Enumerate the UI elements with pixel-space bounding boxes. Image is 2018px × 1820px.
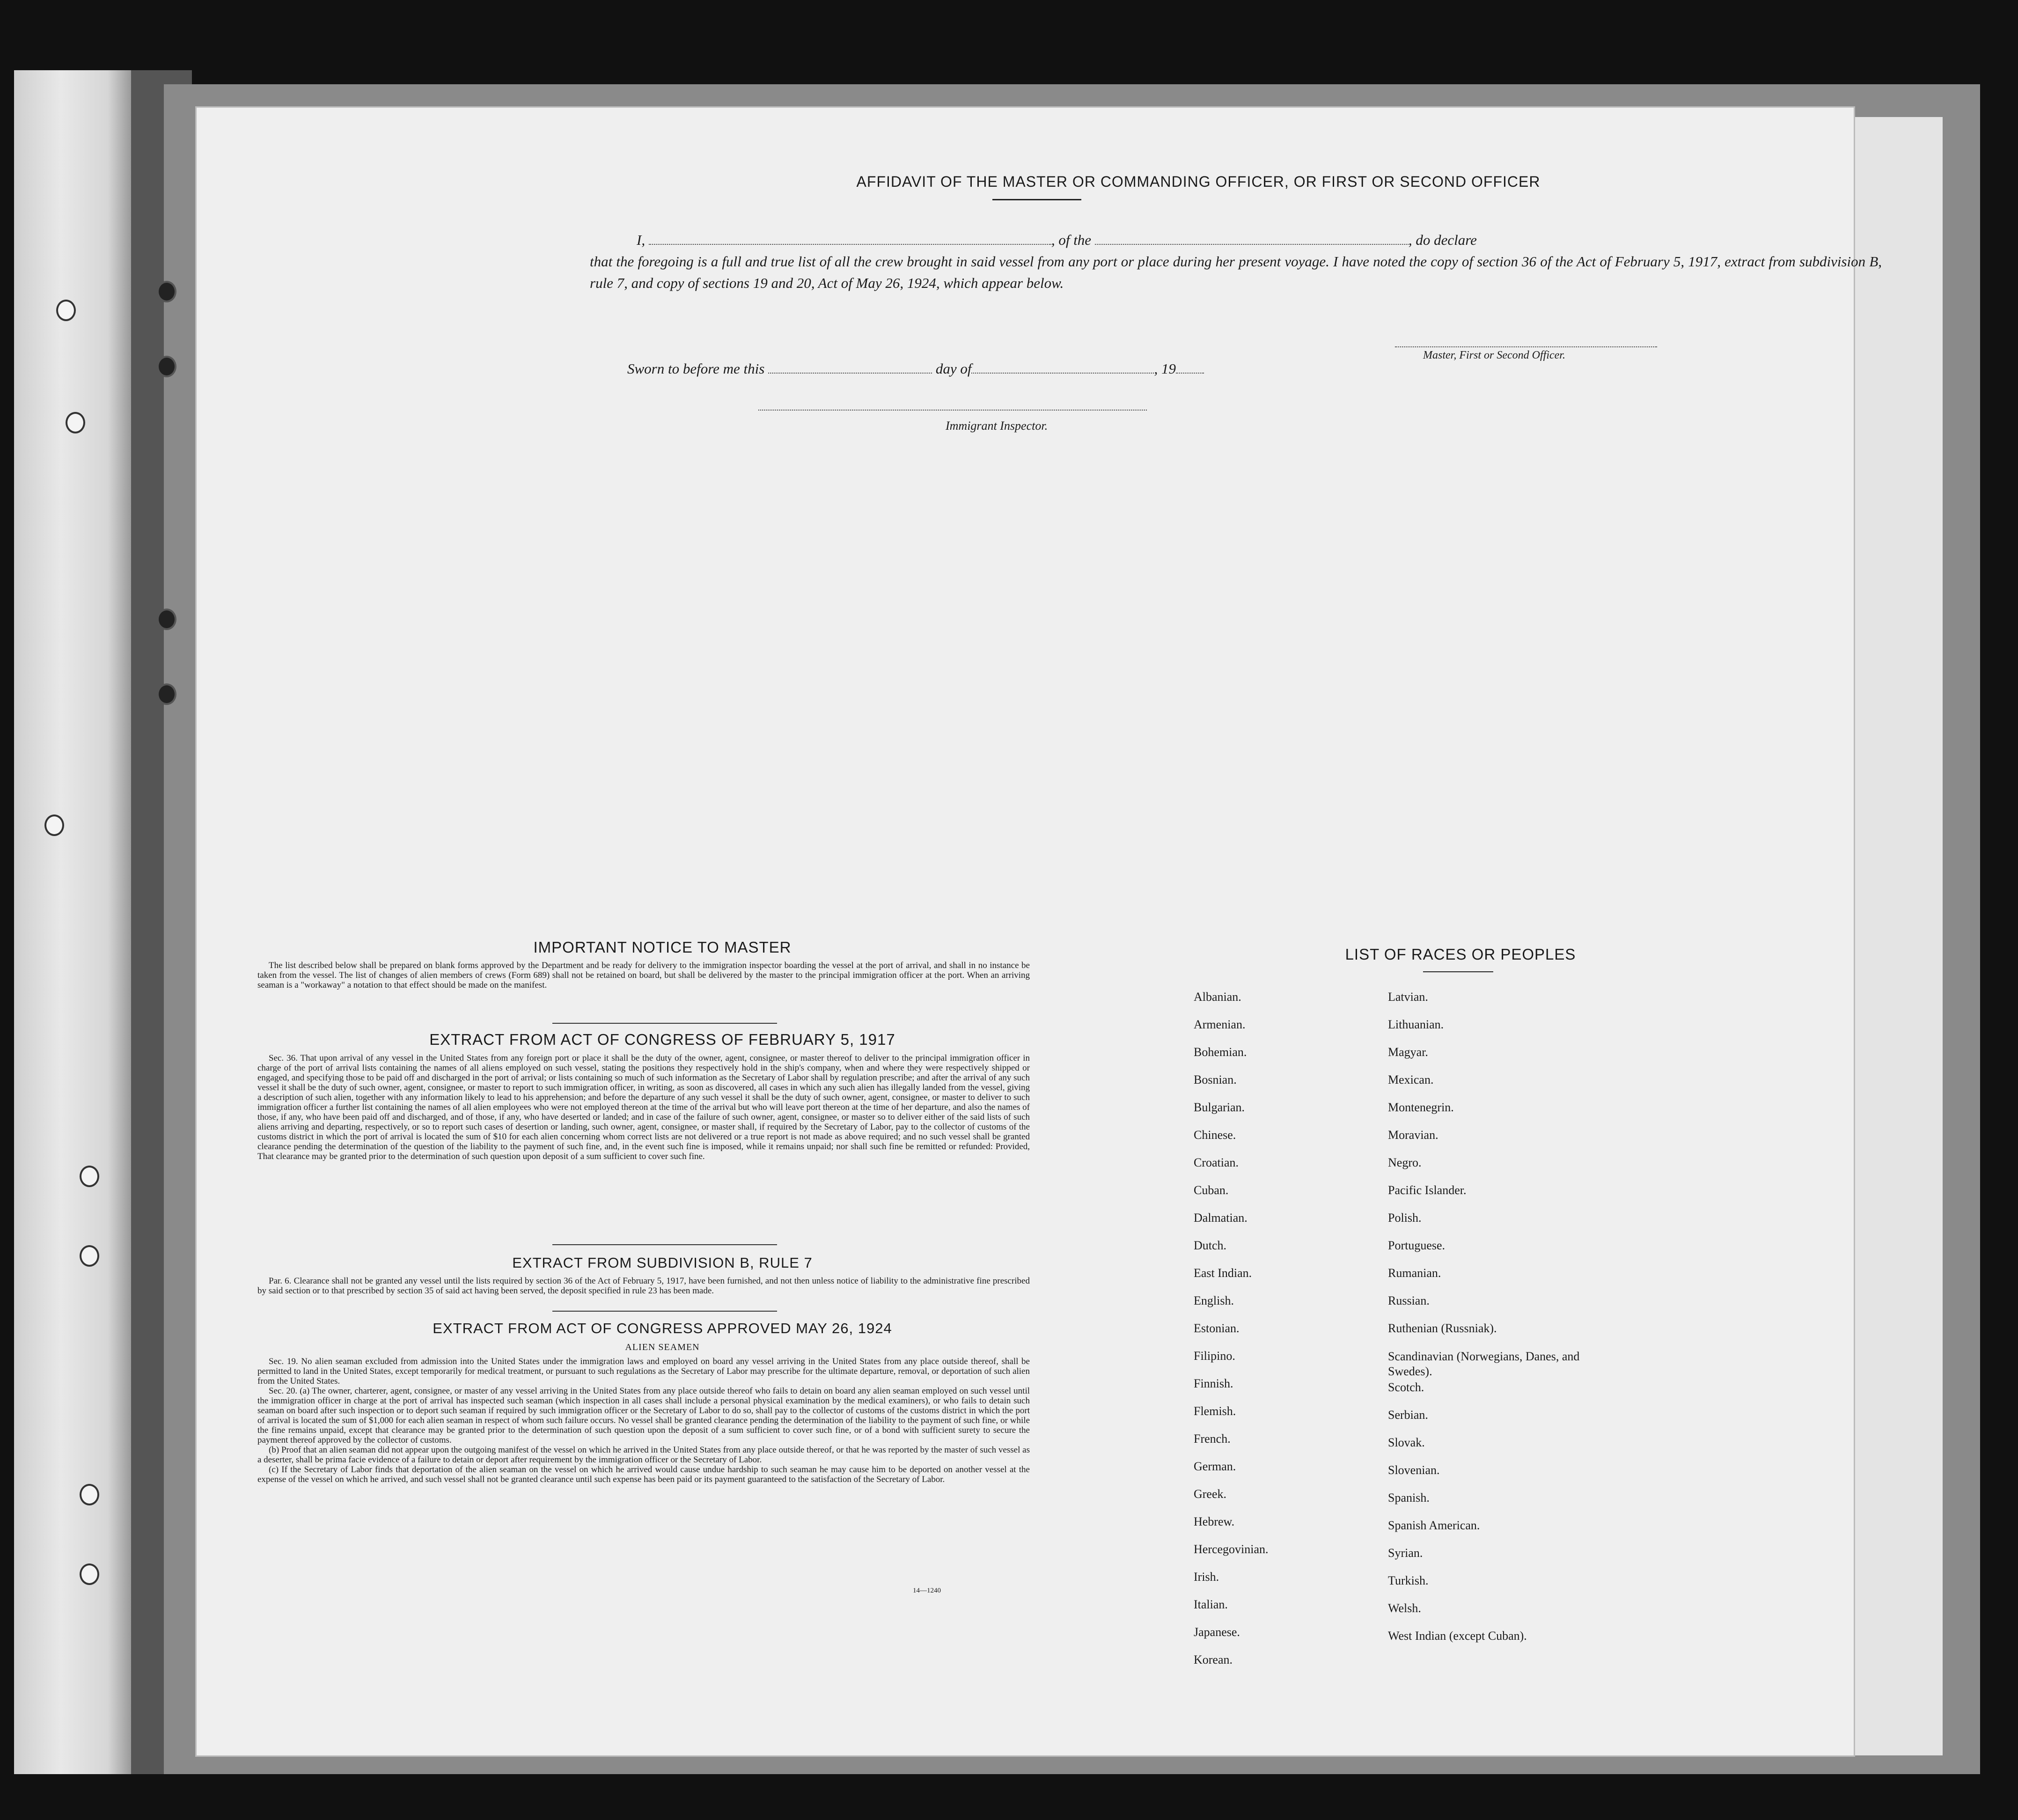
- race-item: Negro.: [1388, 1156, 1422, 1169]
- extract-1917-paragraph: Sec. 36. That upon arrival of any vessel in the United States from any foreign port or place it shall be the duty of the owner, agent, consignee, or master thereof to deliver to the principal immigration officer in charge of the port of arrival lists containing the names of all aliens employed on such vessel, stating the positions they respectively hold in the ship's company, when and where they were respectively shipped or engaged, and specifying those to be paid off and discharged in the port of arrival; or lists containing so much of such information as the Secretary of Labor shall by regulation prescribe; and after the arrival of any such vessel it shall be the duty of such owner, agent, consignee, or master to report to such immigration officer, in writing, as soon as discovered, all cases in which any such alien has illegally landed from the vessel, giving a description of such alien, together with any information likely to lead to his apprehension; and before the departure of any such vessel it shall be the duty of such owner, agent, consignee, or master to deliver to such immigration officer a further list containing the names of all alien employees who were not employed thereon at the time of the arrival but who will leave port thereon at the time of her departure, and also the names of those, if any, who have been paid off and discharged, and of those, if any, who have deserted or landed; and in case of the failure of such owner, agent, consignee, or master so to deliver either of the said lists of such aliens arriving and departing, respectively, or so to report such cases of desertion or landing, such owner, agent, consignee, or master shall, if required by the Secretary of Labor, pay to the collector of customs of the customs district in which the port of arrival is located the sum of $10 for each alien concerning whom correct lists are not delivered or a true report is not made as above required; and no such vessel shall be granted clearance pending the determination of the question of the liability to the payment of such fine, and, in the event such fine is imposed, while it remains unpaid; nor shall such fine be remitted or refunded: Provided, That clearance may be granted prior to the determination of such question upon deposit of a sum sufficient to cover such fine.: [257, 1053, 1030, 1161]
- race-item: Korean.: [1194, 1653, 1233, 1666]
- race-item: Cuban.: [1194, 1183, 1229, 1197]
- day-blank[interactable]: [768, 362, 932, 374]
- notice-text: [257, 961, 1030, 990]
- rule7-paragraph: Par. 6. Clearance shall not be granted any vessel until the lists required by section 36 of the Act of February 5, 1917, have been furnished, and not then unless notice of liability to the administrative fine prescribed by said section or to that prescribed by section 35 of said act having been served, the deposit specified in rule 23 has been made.: [257, 1276, 1030, 1296]
- race-item: Magyar.: [1388, 1045, 1428, 1059]
- extract-1917-text: [257, 1053, 1030, 1161]
- separator: [552, 1244, 777, 1245]
- separator: [552, 1311, 777, 1312]
- notice-title: IMPORTANT NOTICE TO MASTER: [533, 939, 792, 956]
- race-item: Turkish.: [1388, 1574, 1429, 1587]
- race-item: Armenian.: [1194, 1018, 1246, 1031]
- binder-hole: [157, 281, 176, 302]
- binder-hole: [157, 609, 176, 630]
- race-item: Filipino.: [1194, 1349, 1235, 1363]
- binder-hole: [80, 1484, 99, 1505]
- sec20c-paragraph: (c) If the Secretary of Labor finds that deportation of the alien seaman on the vessel on which he arrived would cause undue hardship to such seaman he may cause him to be deported on another vessel at the expense of the vessel on which he arrived, and such vessel shall not be granted clearance until such expense has been paid or its payment guaranteed to the satisfaction of the Secretary of Labor.: [257, 1465, 1030, 1484]
- race-item: Albanian.: [1194, 990, 1241, 1004]
- race-item: German.: [1194, 1460, 1236, 1473]
- affidavit-title: AFFIDAVIT OF THE MASTER OR COMMANDING OFFICER, OR FIRST OR SECOND OFFICER: [856, 173, 1541, 190]
- title-rule: [992, 199, 1081, 200]
- race-item: Finnish.: [1194, 1377, 1233, 1390]
- inspector-signature-line[interactable]: [758, 410, 1147, 411]
- race-item: Estonian.: [1194, 1321, 1240, 1335]
- race-item: Dutch.: [1194, 1239, 1227, 1252]
- races-rule: [1423, 971, 1493, 972]
- race-item: Bosnian.: [1194, 1073, 1237, 1086]
- race-item: East Indian.: [1194, 1266, 1252, 1280]
- name-blank[interactable]: [649, 234, 1051, 245]
- sworn-day: day of: [935, 360, 972, 377]
- form-number: 14—1240: [913, 1587, 941, 1594]
- race-item: Portuguese.: [1388, 1239, 1446, 1252]
- inspector-label: Immigrant Inspector.: [946, 419, 1048, 433]
- vessel-blank[interactable]: [1095, 234, 1409, 245]
- race-item: French.: [1194, 1432, 1231, 1446]
- notice-paragraph: The list described below shall be prepared on blank forms approved by the Department and be ready for delivery to the immigration inspector boarding the vessel at the port of arrival, and shall in no instance be taken from the vessel. The list of changes of alien members of crews (Form 689) shall not be retained on board, but shall be delivered by the master to the principal immigration officer at the port. When an arriving seaman is a "workaway" a notation to that effect should be made on the manifest.: [257, 961, 1030, 990]
- race-item: Slovak.: [1388, 1436, 1425, 1449]
- race-item: Pacific Islander.: [1388, 1183, 1467, 1197]
- separator: [552, 1023, 777, 1024]
- affidavit-of-the: , of the: [1051, 232, 1092, 248]
- binder-edge-left: [14, 70, 131, 1774]
- race-item: Italian.: [1194, 1598, 1228, 1611]
- race-item: Ruthenian (Russniak).: [1388, 1321, 1497, 1335]
- race-item: Hercegovinian.: [1194, 1542, 1269, 1556]
- race-item: Moravian.: [1388, 1128, 1438, 1142]
- sworn-prefix: Sworn to before me this: [627, 360, 765, 377]
- month-blank[interactable]: [971, 362, 1154, 374]
- affidavit-do-declare: , do declare: [1408, 232, 1477, 248]
- race-item: Scotch.: [1388, 1380, 1424, 1394]
- race-item: Irish.: [1194, 1570, 1219, 1584]
- affidavit-i: I,: [637, 232, 646, 248]
- races-title: LIST OF RACES OR PEOPLES: [1345, 946, 1576, 963]
- affidavit-text: [590, 229, 1882, 294]
- race-item: Syrian.: [1388, 1546, 1423, 1560]
- master-signature-line[interactable]: [1395, 346, 1657, 347]
- race-item: English.: [1194, 1294, 1234, 1307]
- race-item: Montenegrin.: [1388, 1101, 1454, 1114]
- race-item: Japanese.: [1194, 1625, 1240, 1639]
- year-blank[interactable]: [1176, 362, 1204, 374]
- race-item: Polish.: [1388, 1211, 1422, 1225]
- binder-hole: [66, 412, 85, 433]
- race-item: Welsh.: [1388, 1601, 1421, 1615]
- race-item: Scandinavian (Norwegians, Danes, and Swedes).: [1388, 1350, 1580, 1378]
- sworn-line: [627, 360, 1204, 377]
- master-label: Master, First or Second Officer.: [1423, 349, 1565, 361]
- race-item: Spanish American.: [1388, 1519, 1480, 1532]
- race-item: Greek.: [1194, 1487, 1227, 1501]
- race-item: Serbian.: [1388, 1408, 1428, 1422]
- binder-hole: [80, 1245, 99, 1267]
- sec20b-paragraph: (b) Proof that an alien seaman did not appear upon the outgoing manifest of the vessel on which he arrived in the United States from any place outside thereof, or that he was reported by the master of such vessel as a deserter, shall be prima facie evidence of a failure to detain or deport after requirement by the immigration officer or the Secretary of Labor.: [257, 1445, 1030, 1465]
- race-item: Rumanian.: [1388, 1266, 1441, 1280]
- race-item: Slovenian.: [1388, 1463, 1440, 1477]
- binder-hole: [80, 1166, 99, 1187]
- race-item: Spanish.: [1388, 1491, 1430, 1504]
- manifest-page: [197, 108, 1882, 1755]
- race-item: Lithuanian.: [1388, 1018, 1444, 1031]
- race-item: Dalmatian.: [1194, 1211, 1247, 1225]
- binder-hole: [56, 300, 76, 321]
- extract-1924-title: EXTRACT FROM ACT OF CONGRESS APPROVED MAY 26, 1924: [433, 1320, 892, 1336]
- race-item: Hebrew.: [1194, 1515, 1235, 1528]
- extract-1924-text: [257, 1357, 1030, 1484]
- race-item: West Indian (except Cuban).: [1388, 1629, 1527, 1643]
- binder-hole: [157, 683, 176, 705]
- sec19-paragraph: Sec. 19. No alien seaman excluded from admission into the United States under the immigration laws and employed on board any vessel arriving in the United States from any place outside thereof, shall be permitted to land in the United States, except temporarily for medical treatment, or pursuant to such regulations as the Secretary of Labor may prescribe for the ultimate departure, removal, or deportation of such alien from the United States.: [257, 1357, 1030, 1386]
- extract-1917-title: EXTRACT FROM ACT OF CONGRESS OF FEBRUARY 5, 1917: [429, 1031, 895, 1048]
- alien-seamen-subtitle: ALIEN SEAMEN: [625, 1342, 700, 1352]
- race-item: Latvian.: [1388, 990, 1428, 1004]
- binder-hole: [44, 815, 64, 836]
- race-item: Bohemian.: [1194, 1045, 1247, 1059]
- race-item: Croatian.: [1194, 1156, 1239, 1169]
- race-item: Chinese.: [1194, 1128, 1236, 1142]
- sec20a-paragraph: Sec. 20. (a) The owner, charterer, agent, consignee, or master of any vessel arriving in the United States from any place outside thereof who fails to detain on board any alien seaman employed on such vessel until the immigration officer in charge at the port of arrival has inspected such seaman (which inspection in all cases shall include a personal physical examination by the medical examiners), or who fails to detain such seaman on board after such inspection or to deport such seaman if required by such immigration officer or the Secretary of Labor to do so, shall pay to the collector of customs of the customs district in which the port of arrival is located the sum of $1,000 for each alien seaman in respect of whom such failure occurs. No vessel shall be granted clearance pending the determination of the liability to the payment of such fine, or while the fine remains unpaid, except that clearance may be granted prior to the determination of such question upon the deposit of a sum sufficient to cover such fine, or of a bond with sufficient surety to secure the payment thereof approved by the collector of customs.: [257, 1386, 1030, 1445]
- affidavit-body: that the foregoing is a full and true list of all the crew brought in said vessel from any port or place during her present voyage. I have noted the copy of section 36 of the Act of February 5, 1917, extract from subdivision B, rule 7, and copy of sections 19 and 20, Act of May 26, 1924, which appear below.: [590, 253, 1882, 291]
- race-item: Flemish.: [1194, 1404, 1236, 1418]
- rule7-title: EXTRACT FROM SUBDIVISION B, RULE 7: [512, 1255, 813, 1271]
- race-item: Mexican.: [1388, 1073, 1434, 1086]
- binder-hole: [80, 1563, 99, 1585]
- race-item: Bulgarian.: [1194, 1101, 1245, 1114]
- rule7-text: [257, 1276, 1030, 1296]
- sworn-year: , 19: [1154, 360, 1176, 377]
- binder-hole: [157, 356, 176, 377]
- race-item: Russian.: [1388, 1294, 1430, 1307]
